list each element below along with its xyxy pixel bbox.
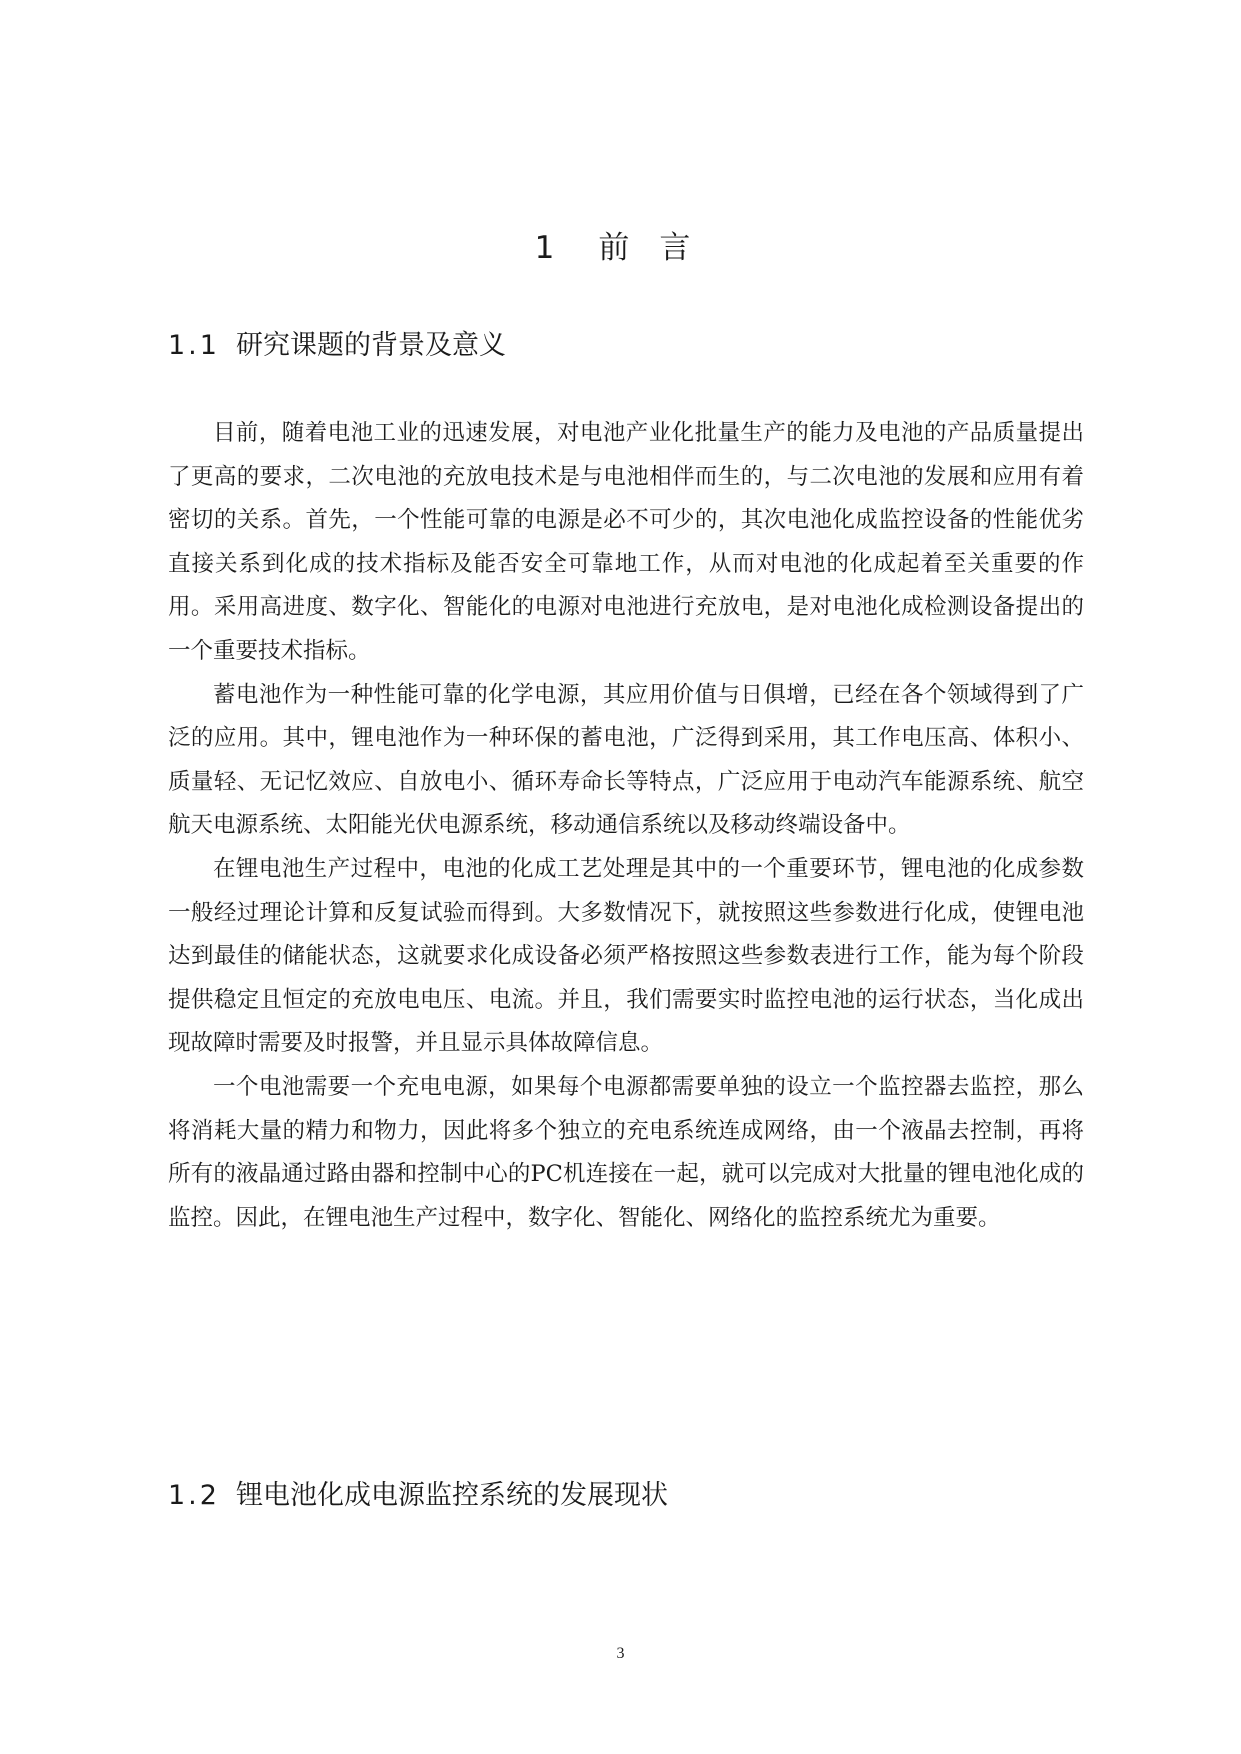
- section-heading-1-2: [168, 1473, 668, 1512]
- paragraph-2: 蓄电池作为一种性能可靠的化学电源，其应用价值与日俱增，已经在各个领域得到了广泛的应用。其中，锂电池作为一种环保的蓄电池，广泛得到采用，其工作电压高、体积小、质量轻、无记忆效应、自放电小、循环寿命长等特点，广泛应用于电动汽车能源系统、航空航天电源系统、太阳能光伏电源系统，移动通信系统以及移动终端设备中。: [168, 681, 1084, 839]
- body-text: [168, 412, 1084, 1240]
- section-title: 研究课题的背景及意义: [235, 330, 506, 361]
- section-number: 1.2: [168, 1480, 220, 1511]
- section-number: 1.1: [168, 330, 220, 361]
- chapter-title-char-1: 前: [598, 230, 632, 266]
- page-number: 3: [616, 1645, 625, 1662]
- chapter-number: 1: [534, 230, 557, 266]
- chapter-title: [0, 222, 1241, 267]
- chapter-title-char-2: 言: [659, 230, 693, 266]
- section-title: 锂电池化成电源监控系统的发展现状: [235, 1480, 668, 1511]
- section-heading-1-1: [168, 323, 506, 362]
- paragraph-3: 在锂电池生产过程中，电池的化成工艺处理是其中的一个重要环节，锂电池的化成参数一般经过理论计算和反复试验而得到。大多数情况下，就按照这些参数进行化成，使锂电池达到最佳的储能状态，这就要求化成设备必须严格按照这些参数表进行工作，能为每个阶段提供稳定且恒定的充放电电压、电流。并且，我们需要实时监控电池的运行状态，当化成出现故障时需要及时报警，并且显示具体故障信息。: [168, 855, 1084, 1057]
- paragraph-1: 目前，随着电池工业的迅速发展，对电池产业化批量生产的能力及电池的产品质量提出了更高的要求，二次电池的充放电技术是与电池相伴而生的，与二次电池的发展和应用有着密切的关系。首先，一个性能可靠的电源是必不可少的，其次电池化成监控设备的性能优劣直接关系到化成的技术指标及能否安全可靠地工作，从而对电池的化成起着至关重要的作用。采用高进度、数字化、智能化的电源对电池进行充放电，是对电池化成检测设备提出的一个重要技术指标。: [168, 420, 1084, 664]
- paragraph-4: 一个电池需要一个充电电源，如果每个电源都需要单独的设立一个监控器去监控，那么将消耗大量的精力和物力，因此将多个独立的充电系统连成网络，由一个液晶去控制，再将所有的液晶通过路由器和控制中心的PC机连接在一起，就可以完成对大批量的锂电池化成的监控。因此，在锂电池生产过程中，数字化、智能化、网络化的监控系统尤为重要。: [168, 1073, 1084, 1231]
